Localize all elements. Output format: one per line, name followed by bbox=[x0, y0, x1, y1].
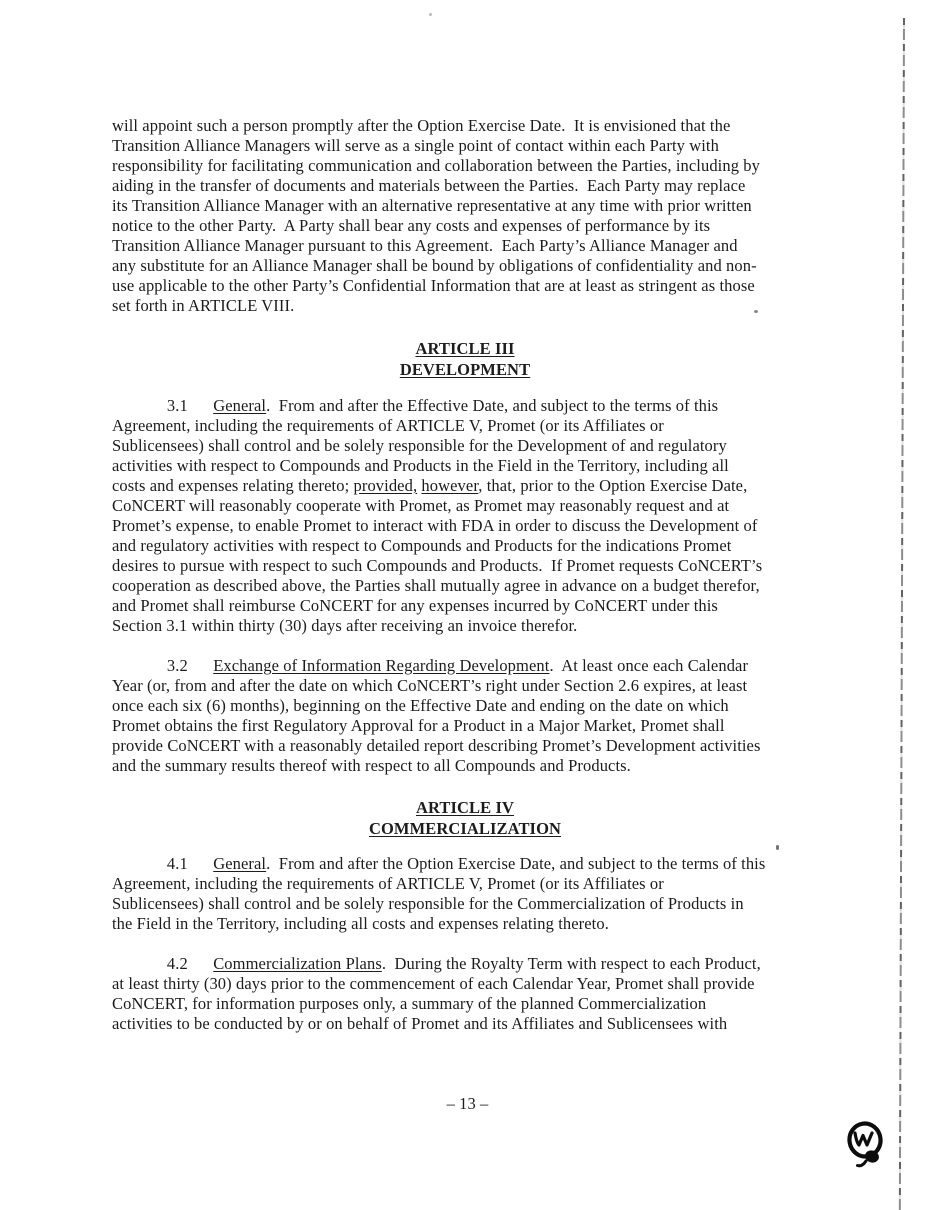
text-segment: at least thirty (30) days prior to the commencement of each Calendar Year, Promet shall provide bbox=[112, 974, 755, 993]
text-line bbox=[112, 136, 818, 156]
text-segment: set forth in ARTICLE VIII. bbox=[112, 296, 295, 315]
section-3-1-general bbox=[112, 396, 818, 636]
text-segment: 3.2 bbox=[112, 656, 214, 675]
underlined-text: Exchange of Information Regarding Development bbox=[213, 656, 550, 675]
text-line bbox=[112, 736, 818, 756]
text-segment: Agreement, including the requirements of ARTICLE V, Promet (or its Affiliates or bbox=[112, 416, 664, 435]
text-line bbox=[112, 696, 818, 716]
text-segment: 4.2 bbox=[112, 954, 214, 973]
text-line bbox=[112, 616, 818, 636]
section-4-2-commercialization-plans bbox=[112, 954, 818, 1034]
text-line bbox=[112, 974, 818, 994]
text-segment: , that, prior to the Option Exercise Date, bbox=[478, 476, 748, 495]
text-segment: . At least once each Calendar bbox=[549, 656, 749, 675]
underlined-text: General bbox=[213, 396, 267, 415]
text-line bbox=[112, 1014, 818, 1034]
text-segment: 4.1 bbox=[112, 854, 214, 873]
text-segment: cooperation as described above, the Parties shall mutually agree in advance on a budget therefor, bbox=[112, 576, 760, 595]
text-segment: CoNCERT will reasonably cooperate with Promet, as Promet may reasonably request and at bbox=[112, 496, 730, 515]
paragraph-transition-alliance bbox=[112, 116, 818, 316]
text-line bbox=[112, 676, 818, 696]
section-4-1-general bbox=[112, 854, 818, 934]
text-line bbox=[112, 818, 818, 839]
text-segment: . During the Royalty Term with respect to each Product, bbox=[381, 954, 761, 973]
text-line bbox=[112, 756, 818, 776]
text-segment: the Field in the Territory, including all costs and expenses relating thereto. bbox=[112, 914, 609, 933]
text-segment: desires to pursue with respect to such Compounds and Products. If Promet requests CoNCERT’s bbox=[112, 556, 763, 575]
article-iii-heading bbox=[112, 338, 818, 380]
text-segment: Promet obtains the first Regulatory Approval for a Product in a Major Market, Promet shall bbox=[112, 716, 725, 735]
text-line bbox=[112, 994, 818, 1014]
text-line bbox=[112, 236, 818, 256]
text-segment: any substitute for an Alliance Manager shall be bound by obligations of confidentiality and non- bbox=[112, 256, 757, 275]
text-segment: and the summary results thereof with respect to all Compounds and Products. bbox=[112, 756, 631, 775]
text-line bbox=[112, 854, 818, 874]
underlined-text: DEVELOPMENT bbox=[399, 360, 531, 379]
text-segment: Sublicensees) shall control and be solely responsible for the Commercialization of Products in bbox=[112, 894, 744, 913]
text-line bbox=[112, 496, 818, 516]
underlined-text: ARTICLE IV bbox=[415, 798, 515, 817]
text-line bbox=[112, 296, 818, 316]
text-segment: 3.1 bbox=[112, 396, 214, 415]
text-line bbox=[112, 914, 818, 934]
text-line bbox=[112, 176, 818, 196]
text-segment: Sublicensees) shall control and be solely responsible for the Development of and regulatory bbox=[112, 436, 727, 455]
text-segment: once each six (6) months), beginning on the Effective Date and ending on the date on which bbox=[112, 696, 729, 715]
text-segment: use applicable to the other Party’s Confidential Information that are at least as stringent as those bbox=[112, 276, 755, 295]
text-line bbox=[112, 396, 818, 416]
text-segment: costs and expenses relating thereto; bbox=[112, 476, 354, 495]
text-segment: . From and after the Effective Date, and subject to the terms of this bbox=[266, 396, 719, 415]
underlined-text: provided, bbox=[353, 476, 418, 495]
text-segment: provide CoNCERT with a reasonably detailed report describing Promet’s Development activities bbox=[112, 736, 761, 755]
text-line bbox=[112, 338, 818, 359]
text-segment: its Transition Alliance Manager with an alternative representative at any time with prior written bbox=[112, 196, 752, 215]
section-3-2-exchange-of-information bbox=[112, 656, 818, 776]
text-segment: CoNCERT, for information purposes only, a summary of the planned Commercialization bbox=[112, 994, 707, 1013]
text-line bbox=[112, 656, 818, 676]
text-line bbox=[112, 276, 818, 296]
text-line bbox=[112, 156, 818, 176]
text-segment: responsibility for facilitating communication and collaboration between the Parties, including by bbox=[112, 156, 760, 175]
text-line bbox=[112, 216, 818, 236]
text-segment: notice to the other Party. A Party shall bear any costs and expenses of performance by its bbox=[112, 216, 711, 235]
text-line bbox=[112, 954, 818, 974]
text-segment: activities to be conducted by or on behalf of Promet and its Affiliates and Sublicensees with bbox=[112, 1014, 728, 1033]
text-segment: Transition Alliance Managers will serve as a single point of contact within each Party with bbox=[112, 136, 719, 155]
text-line bbox=[112, 516, 818, 536]
scan-speck bbox=[776, 845, 779, 850]
text-line bbox=[112, 536, 818, 556]
text-line bbox=[112, 874, 818, 894]
text-line bbox=[112, 476, 818, 496]
text-segment: Section 3.1 within thirty (30) days after receiving an invoice therefor. bbox=[112, 616, 578, 635]
text-segment: . From and after the Option Exercise Date, and subject to the terms of this bbox=[266, 854, 766, 873]
underlined-text: COMMERCIALIZATION bbox=[368, 819, 562, 838]
text-segment: activities with respect to Compounds and Products in the Field in the Territory, including all bbox=[112, 456, 729, 475]
text-line bbox=[112, 359, 818, 380]
text-segment: and regulatory activities with respect to Compounds and Products for the indications Promet bbox=[112, 536, 732, 555]
text-segment: aiding in the transfer of documents and materials between the Parties. Each Party may replace bbox=[112, 176, 746, 195]
text-line bbox=[112, 456, 818, 476]
scan-edge-line bbox=[899, 18, 905, 1210]
text-line bbox=[112, 116, 818, 136]
text-line bbox=[112, 596, 818, 616]
text-line bbox=[112, 894, 818, 914]
article-iv-heading bbox=[112, 797, 818, 839]
text-line bbox=[112, 556, 818, 576]
underlined-text: Commercialization Plans bbox=[213, 954, 382, 973]
text-line bbox=[112, 436, 818, 456]
text-segment: Transition Alliance Manager pursuant to this Agreement. Each Party’s Alliance Manager and bbox=[112, 236, 738, 255]
text-line bbox=[112, 416, 818, 436]
text-line bbox=[112, 576, 818, 596]
scan-speck bbox=[429, 13, 432, 16]
text-segment: Year (or, from and after the date on which CoNCERT’s right under Section 2.6 expires, at least bbox=[112, 676, 748, 695]
text-line bbox=[112, 256, 818, 276]
text-line bbox=[112, 716, 818, 736]
text-line bbox=[112, 196, 818, 216]
page-number: – 13 – bbox=[446, 1094, 489, 1113]
underlined-text: General bbox=[213, 854, 267, 873]
text-line bbox=[112, 797, 818, 818]
underlined-text: however bbox=[421, 476, 479, 495]
underlined-text: ARTICLE III bbox=[415, 339, 515, 358]
text-segment: Promet’s expense, to enable Promet to interact with FDA in order to discuss the Development of bbox=[112, 516, 758, 535]
text-segment: will appoint such a person promptly after the Option Exercise Date. It is envisioned that the bbox=[112, 116, 731, 135]
text-segment: Agreement, including the requirements of ARTICLE V, Promet (or its Affiliates or bbox=[112, 874, 664, 893]
text-segment: and Promet shall reimburse CoNCERT for any expenses incurred by CoNCERT under this bbox=[112, 596, 718, 615]
handwritten-initial-icon bbox=[845, 1118, 887, 1176]
